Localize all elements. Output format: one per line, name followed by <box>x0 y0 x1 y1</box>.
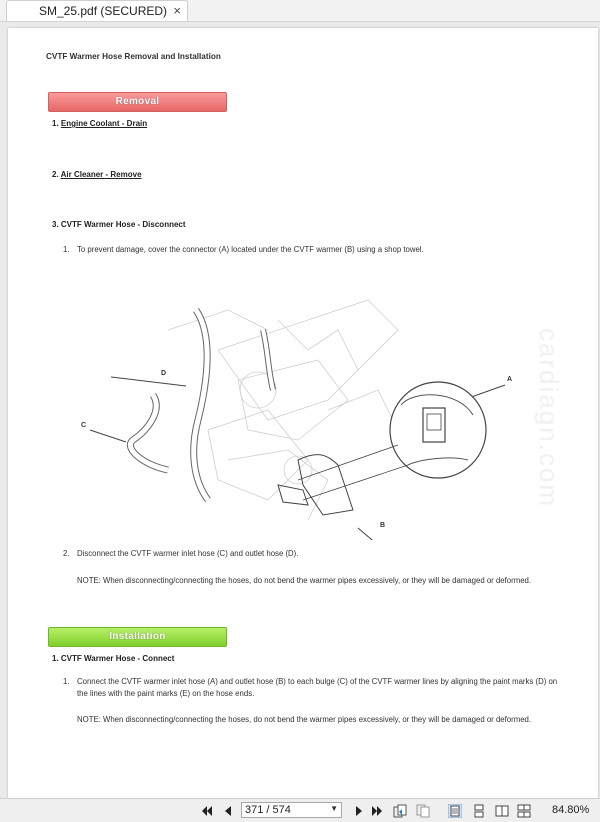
cover-facing-icon[interactable] <box>517 804 531 818</box>
link-air-cleaner-remove[interactable]: Air Cleaner - Remove <box>60 170 142 179</box>
substep-text: Connect the CVTF warmer inlet hose (A) and outlet hose (B) to each bulge (C) of the CVTF warmer lines by aligning the paint marks (D) on the lines with the paint marks (E) on the hose ends. <box>77 677 558 698</box>
page-number-field[interactable] <box>241 802 342 818</box>
note-text: NOTE: When disconnecting/connecting the hoses, do not bend the warmer pipes excessively, or they will be damaged or deformed. <box>77 715 532 724</box>
figure-label-c: C <box>81 422 87 429</box>
document-viewport[interactable] <box>0 22 600 798</box>
document-tab[interactable] <box>6 0 188 21</box>
step-hose-disconnect <box>52 220 186 229</box>
prev-view-icon[interactable] <box>393 804 407 818</box>
step-heading: CVTF Warmer Hose - Disconnect <box>60 220 186 229</box>
close-icon[interactable]: × <box>173 3 181 18</box>
chevron-down-icon[interactable]: ▼ <box>330 804 338 813</box>
substep-number: 1. <box>63 245 70 254</box>
watermark: cardiagn.com <box>534 328 564 509</box>
zoom-level[interactable]: 84.80% <box>552 804 590 816</box>
engine-illustration <box>68 290 513 540</box>
figure-label-d: D <box>161 370 167 377</box>
step-number: 2. <box>52 170 59 179</box>
last-page-icon[interactable] <box>370 804 384 818</box>
step-hose-connect <box>52 654 174 663</box>
figure-label-a: A <box>507 376 513 383</box>
installation-banner: Installation <box>48 627 227 647</box>
link-engine-coolant-drain[interactable]: Engine Coolant - Drain <box>60 119 148 128</box>
substep-number: 2. <box>63 549 70 558</box>
pdf-page <box>8 28 598 798</box>
step-number: 1. <box>52 654 59 663</box>
step-air-cleaner <box>52 170 142 179</box>
step-number: 3. <box>52 220 59 229</box>
removal-banner: Removal <box>48 92 227 112</box>
tab-title: SM_25.pdf (SECURED) <box>39 4 168 18</box>
step-number: 1. <box>52 119 59 128</box>
next-view-icon[interactable] <box>416 804 430 818</box>
step-heading: CVTF Warmer Hose - Connect <box>60 654 175 663</box>
prev-page-icon[interactable] <box>221 804 235 818</box>
note-text: NOTE: When disconnecting/connecting the hoses, do not bend the warmer pipes excessively, or they will be damaged or deformed. <box>77 576 532 585</box>
page-number-input[interactable]: 371 / 574 <box>245 804 291 816</box>
facing-icon[interactable] <box>495 804 509 818</box>
page-title: CVTF Warmer Hose Removal and Installation <box>46 52 221 61</box>
page-navigation-toolbar <box>0 798 600 822</box>
single-page-icon[interactable] <box>448 804 462 818</box>
tab-bar <box>0 0 600 22</box>
first-page-icon[interactable] <box>200 804 214 818</box>
next-page-icon[interactable] <box>352 804 366 818</box>
continuous-icon[interactable] <box>472 804 486 818</box>
substep-text: To prevent damage, cover the connector (A) located under the CVTF warmer (B) using a shop towel. <box>77 245 424 254</box>
substep-number: 1. <box>63 677 70 686</box>
substep-text: Disconnect the CVTF warmer inlet hose (C) and outlet hose (D). <box>77 549 299 558</box>
step-engine-coolant <box>52 119 147 128</box>
figure-label-b: B <box>380 522 386 529</box>
hose-diagram <box>68 290 508 540</box>
